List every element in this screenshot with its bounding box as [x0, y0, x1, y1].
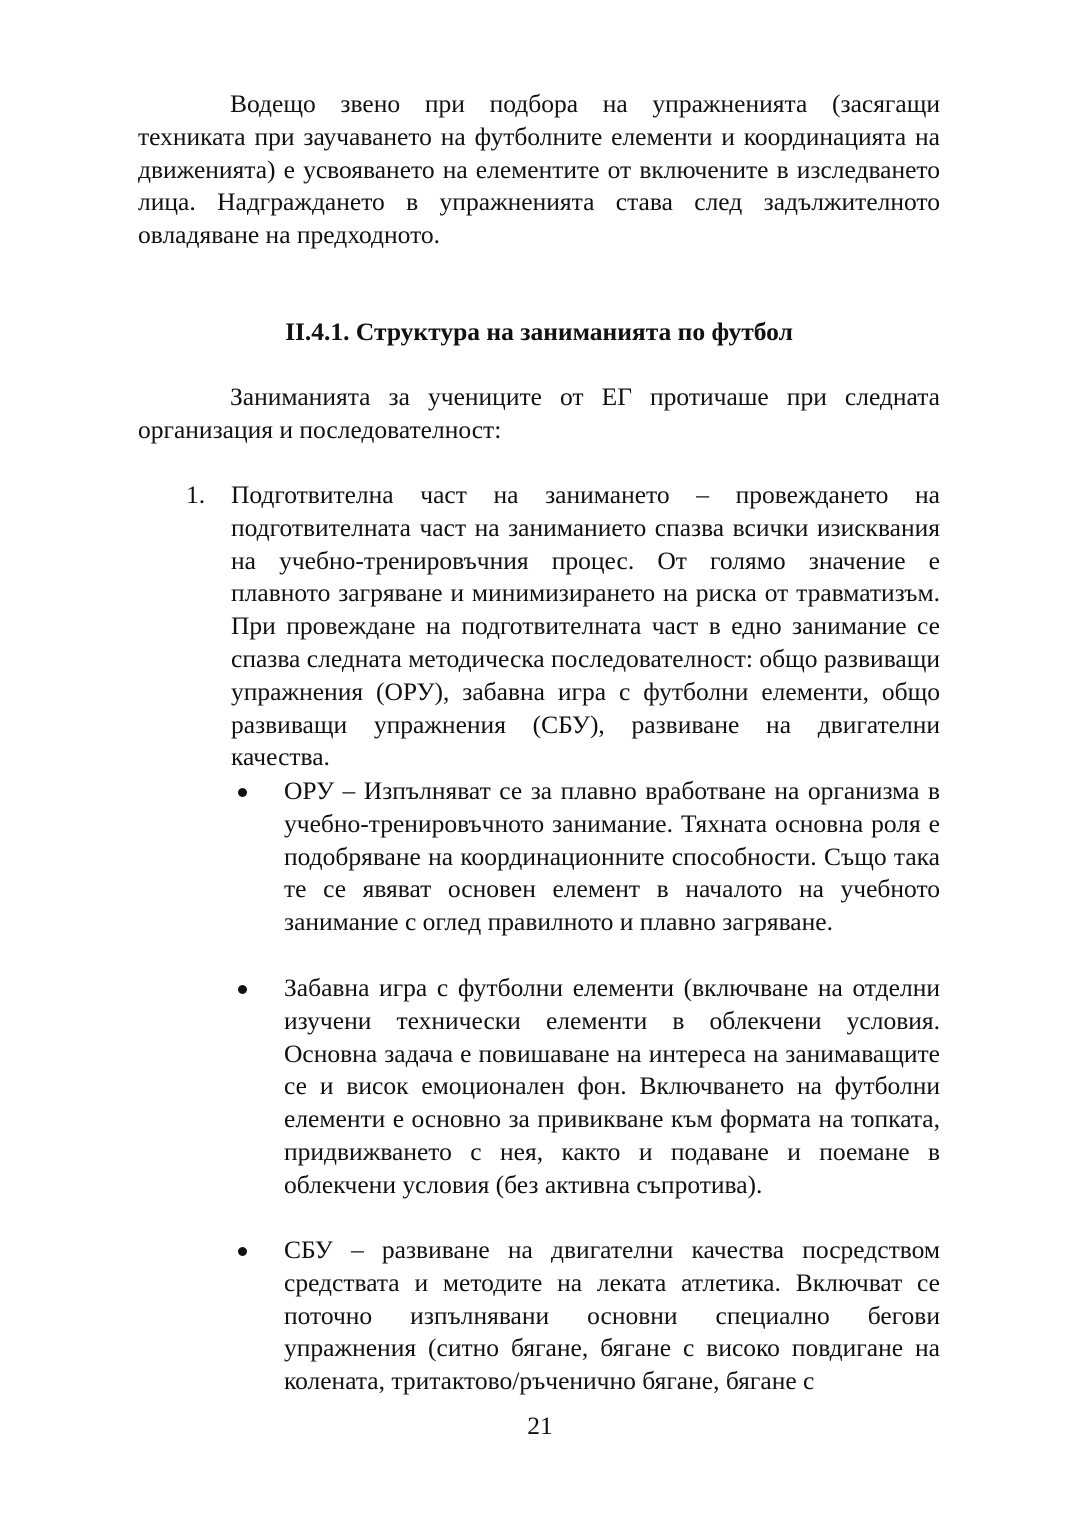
- bullet-dot-icon: [238, 985, 247, 994]
- numbered-list-item: Подготвителна част на занимането – провеждането на подготвителната част на заниманието спазва всички изисквания на учебно-тренировъчния процес. От голямо значение е плавното загряване и минимизирането на риска от травматизъм. При провеждане на подготвителната част в едно занимание се спазва следната методическа последователност: общо развиващи упражнения (ОРУ), забавна игра с футболни елементи, общо развиващи упражнения (СБУ), развиване на двигателни качества.: [231, 480, 940, 772]
- intro-paragraph: Водещо звено при подбора на упражненията (засягащи техниката при заучаването на футболните елементи и координацията на движенията) е усвояването на елементите от включените в изследването лица. Надграждането в упражненията става след задължителното овладяване на предходното.: [138, 89, 940, 250]
- bullet-dot-icon: [238, 788, 247, 797]
- list-item-number: 1.: [186, 480, 206, 509]
- section-heading: II.4.1. Структура на заниманията по футбол: [285, 317, 793, 346]
- section-intro-paragraph: Заниманията за учениците от ЕГ протичаше при следната организация и последователност:: [138, 382, 940, 444]
- page-number: 21: [527, 1411, 553, 1440]
- bullet-item-oru: ОРУ – Изпълняват се за плавно вработване на организма в учебно-тренировъчното занимание. Тяхната основна роля е подобряване на координационните способности. Също така те се явяват основен елемент в началото на учебното занимание с оглед правилното и плавно загряване.: [284, 776, 940, 937]
- bullet-dot-icon: [238, 1247, 247, 1256]
- bullet-item-sbu: СБУ – развиване на двигателни качества посредством средствата и методите на леката атлетика. Включват се поточно изпълнявани основни специално бегови упражнения (ситно бягане, бягане с високо повдигане на колената, тритактово/ръченично бягане, бягане с: [284, 1235, 940, 1396]
- bullet-item-game: Забавна игра с футболни елементи (включване на отделни изучени технически елементи в облекчени условия. Основна задача е повишаване на интереса на занимаващите се и висок емоционален фон. Включването на футболни елементи е основно за привикване към формата на топката, придвижването с нея, както и подаване и поемане в облекчени условия (без активна съпротива).: [284, 973, 940, 1199]
